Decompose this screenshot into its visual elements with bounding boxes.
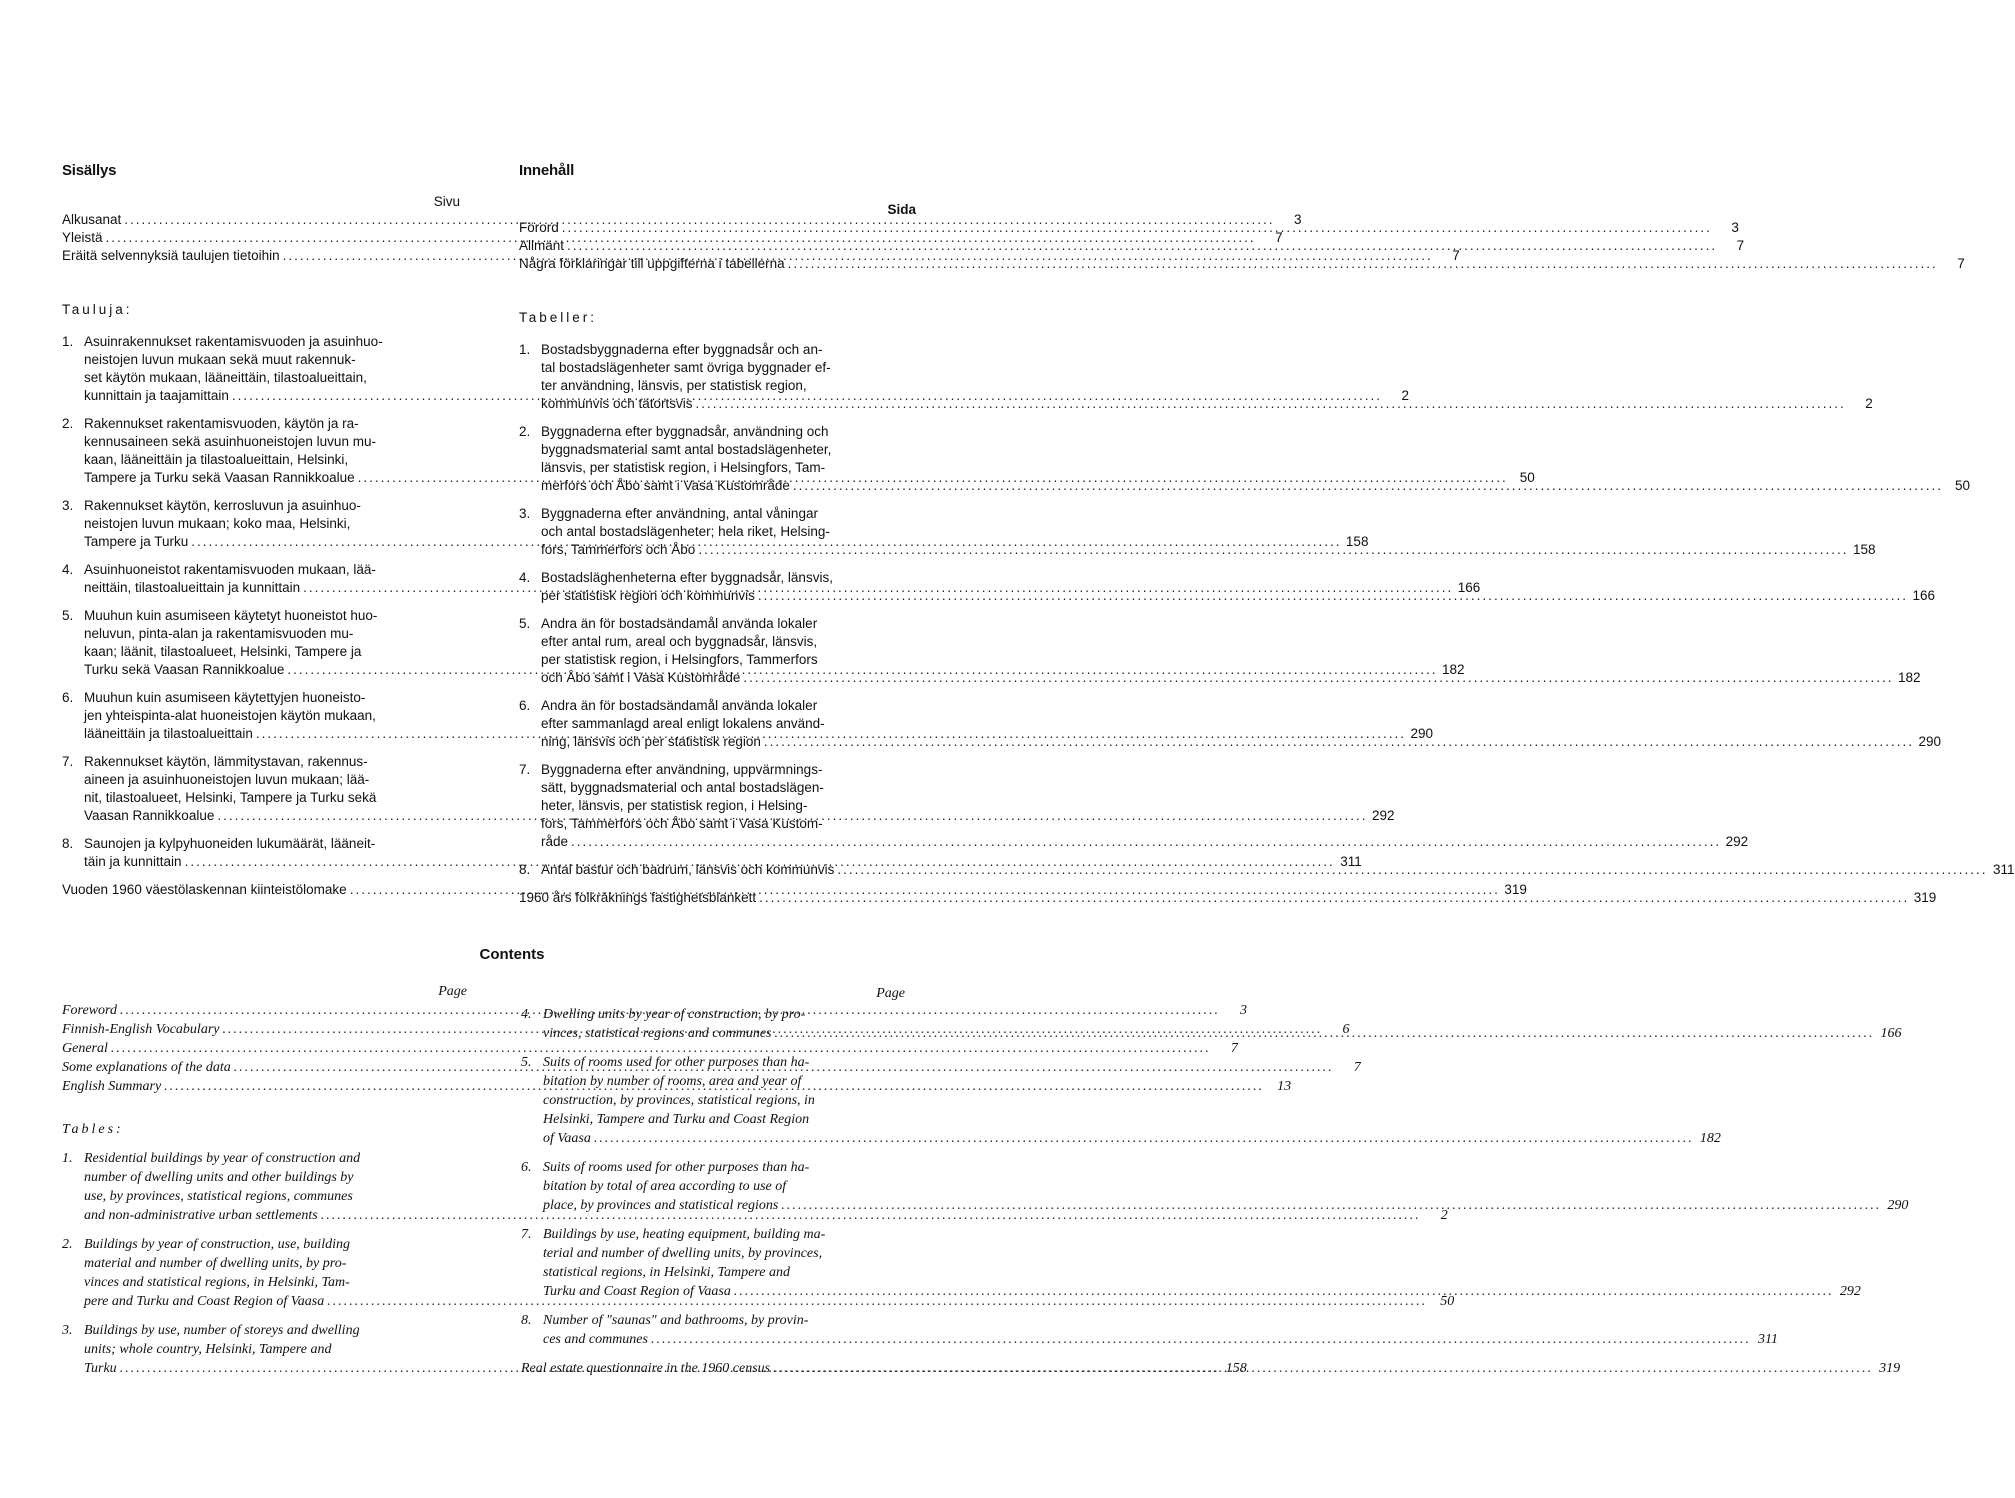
en-table-line: number of dwelling units and other buildings by bbox=[84, 1170, 354, 1185]
en-entry-page: 3 bbox=[1239, 1003, 1247, 1018]
fi-final-label: Vuoden 1960 väestölaskennan kiinteistölomake bbox=[62, 882, 347, 897]
fi-table-page: 311 bbox=[1340, 854, 1362, 869]
fi-table-line: lääneittäin ja tilastoalueittain bbox=[84, 726, 253, 741]
en-table-entry bbox=[521, 1005, 1902, 1043]
sv-table-text bbox=[541, 761, 1748, 851]
en-table-line: bitation by total of area according to use of bbox=[543, 1179, 787, 1194]
sv-entry-page: 7 bbox=[1957, 256, 1965, 271]
sv-entry-label: Några förklaringar till uppgifterna i tabellerna bbox=[519, 256, 785, 271]
en-table-last-line bbox=[543, 1024, 1902, 1043]
dot-leader bbox=[594, 1129, 1694, 1148]
fi-table-line: nit, tilastoalueet, Helsinki, Tampere ja Turku sekä bbox=[84, 790, 377, 805]
fi-table-line: kaan; läänit, tilastoalueet, Helsinki, Tampere ja bbox=[84, 644, 362, 659]
sv-table-last-line bbox=[541, 477, 1970, 495]
en-table-line: vinces, statistical regions and communes bbox=[543, 1026, 772, 1041]
dot-leader bbox=[788, 255, 1938, 273]
swedish-toc bbox=[519, 162, 2015, 907]
sv-table-line: efter antal rum, areal och byggnadsår, länsvis, bbox=[541, 634, 818, 649]
en-entry bbox=[62, 1039, 1238, 1058]
fi-table-number: 8. bbox=[62, 836, 74, 851]
sv-table-page: 182 bbox=[1897, 670, 1921, 685]
en-table-last-line bbox=[543, 1196, 1908, 1215]
fi-table-number: 6. bbox=[62, 690, 74, 705]
finnish-page-label: Sivu bbox=[433, 194, 460, 209]
fi-table-number: 4. bbox=[62, 562, 74, 577]
dot-leader bbox=[764, 733, 1914, 751]
fi-table-line: Rakennukset käytön, kerrosluvun ja asuinhuo- bbox=[84, 498, 361, 513]
fi-table-number: 3. bbox=[62, 498, 74, 513]
sv-table-text bbox=[541, 697, 1941, 751]
dot-leader bbox=[759, 889, 1909, 907]
en-table-line: material and number of dwelling units, by pro- bbox=[84, 1256, 347, 1271]
swedish-entries bbox=[519, 219, 1965, 273]
fi-final-page: 319 bbox=[1504, 882, 1527, 897]
sv-table-line: per statistisk region och kommunvis bbox=[541, 588, 755, 603]
en-table-line: units; whole country, Helsinki, Tampere and bbox=[84, 1342, 332, 1357]
english-title: Contents bbox=[479, 946, 545, 963]
en-final-page: 319 bbox=[1879, 1361, 1901, 1376]
fi-table-line: neittäin, tilastoalueittain ja kunnittain bbox=[84, 580, 301, 595]
fi-table-line: Turku sekä Vaasan Rannikkoalue bbox=[84, 662, 285, 677]
sv-table-entry bbox=[519, 423, 1971, 495]
fi-table-line: Muuhun kuin asumiseen käytettyjen huoneisto- bbox=[84, 690, 366, 705]
sv-table-line: per statistisk region, i Helsingfors, Tammerfors bbox=[541, 652, 818, 667]
sv-table-number: 2. bbox=[519, 424, 531, 439]
sv-table-entry bbox=[519, 341, 1873, 413]
en-table-line: Buildings by use, number of storeys and dwelling bbox=[84, 1323, 360, 1338]
en-table-text bbox=[543, 1225, 1861, 1301]
sv-entry bbox=[519, 219, 1739, 237]
fi-entry-page: 7 bbox=[1452, 248, 1460, 263]
dot-leader bbox=[651, 1330, 1751, 1349]
en-table-number: 3. bbox=[62, 1323, 73, 1338]
en-table-line: terial and number of dwelling units, by provinces, bbox=[543, 1246, 823, 1261]
dot-leader bbox=[698, 541, 1848, 559]
en-table-page: 290 bbox=[1887, 1198, 1909, 1213]
fi-table-line: Tampere ja Turku bbox=[84, 534, 189, 549]
sv-table-line: Antal bastur och badrum, länsvis och kommunvis bbox=[541, 862, 835, 877]
sv-table-line: Andra än för bostadsändamål använda lokaler bbox=[541, 698, 818, 713]
sv-table-text bbox=[541, 341, 1873, 413]
en-final-label: Real estate questionnaire in the 1960 census bbox=[521, 1361, 771, 1376]
en-entry-label: English Summary bbox=[62, 1079, 162, 1094]
fi-table-page: 2 bbox=[1401, 388, 1409, 403]
dot-leader bbox=[696, 395, 1846, 413]
sv-table-last-line bbox=[541, 833, 1748, 851]
en-entry-label: Some explanations of the data bbox=[62, 1060, 231, 1075]
dot-leader bbox=[775, 1024, 1875, 1043]
sv-table-line: råde bbox=[541, 834, 569, 849]
sv-table-last-line bbox=[541, 733, 1941, 751]
sv-entry-label: Allmänt bbox=[519, 238, 565, 253]
sv-table-text bbox=[541, 423, 1970, 495]
en-table-page: 158 bbox=[1225, 1361, 1247, 1376]
fi-table-line: aineen ja asuinhuoneistojen luvun mukaan; lää- bbox=[84, 772, 370, 787]
en-entry-label: Foreword bbox=[62, 1003, 117, 1018]
sv-table-page: 292 bbox=[1725, 834, 1749, 849]
en-table-number: 6. bbox=[521, 1160, 532, 1175]
swedish-page-label: Sida bbox=[887, 202, 916, 217]
en-table-text bbox=[543, 1005, 1902, 1043]
sv-table-last-line bbox=[541, 587, 1935, 605]
sv-entry bbox=[519, 255, 1965, 273]
fi-entry-page: 3 bbox=[1293, 212, 1302, 227]
en-table-page: 2 bbox=[1440, 1208, 1448, 1223]
sv-table-number: 5. bbox=[519, 616, 531, 631]
dot-leader bbox=[793, 477, 1943, 495]
en-table-number: 1. bbox=[62, 1151, 73, 1166]
dot-leader bbox=[758, 587, 1908, 605]
sv-table-page: 311 bbox=[1993, 862, 2015, 877]
en-table-line: Dwelling units by year of construction, by pro- bbox=[543, 1007, 806, 1022]
en-table-number: 5. bbox=[521, 1055, 532, 1070]
en-table-page: 182 bbox=[1699, 1131, 1721, 1146]
en-table-page: 311 bbox=[1758, 1332, 1778, 1347]
en-table-number: 4. bbox=[521, 1007, 532, 1022]
fi-table-line: neistojen luvun mukaan sekä muut rakennuk- bbox=[84, 352, 356, 367]
sv-entry-page: 7 bbox=[1736, 238, 1745, 253]
sv-table-line: tal bostadslägenheter samt övriga byggnader ef- bbox=[541, 360, 831, 375]
sv-table-line: sätt, byggnadsmaterial och antal bostadslägen- bbox=[541, 780, 824, 795]
sv-final-label: 1960 års folkräknings fastighetsblankett bbox=[519, 890, 757, 905]
en-table-text bbox=[543, 1158, 1908, 1215]
sv-final-page: 319 bbox=[1913, 890, 1937, 905]
en-table-page: 166 bbox=[1880, 1026, 1902, 1041]
fi-entry-label: Alkusanat bbox=[62, 212, 122, 227]
en-table-entry bbox=[521, 1311, 1778, 1349]
fi-table-line: kaan, lääneittäin ja tilastoalueittain, Helsinki, bbox=[84, 452, 349, 467]
sv-table-line: fors, Tammerfors och Åbo bbox=[541, 542, 696, 557]
dot-leader bbox=[743, 669, 1893, 687]
fi-table-number: 5. bbox=[62, 608, 74, 623]
sv-table-last-line bbox=[541, 541, 1875, 559]
en-table-line: pere and Turku and Coast Region of Vaasa bbox=[84, 1294, 325, 1309]
fi-table-page: 292 bbox=[1371, 808, 1395, 823]
fi-table-line: Rakennukset rakentamisvuoden, käytön ja ra- bbox=[84, 416, 359, 431]
sv-table-page: 158 bbox=[1852, 542, 1876, 557]
sv-table-line: ter användning, länsvis, per statistisk region, bbox=[541, 378, 807, 393]
dot-leader bbox=[571, 833, 1721, 851]
en-table-line: Turku and Coast Region of Vaasa bbox=[543, 1284, 731, 1299]
sv-table-line: efter sammanlagd areal enligt lokalens använd- bbox=[541, 716, 825, 731]
en-table-last-line bbox=[543, 1129, 1721, 1148]
sv-table-number: 6. bbox=[519, 698, 531, 713]
en-entry-page: 6 bbox=[1342, 1022, 1350, 1037]
sv-table-line: byggnadsmaterial samt antal bostadslägenheter, bbox=[541, 442, 832, 457]
fi-table-line: neluvun, pinta-alan ja rakentamisvuoden mu- bbox=[84, 626, 354, 641]
en-table-line: and non-administrative urban settlements bbox=[84, 1208, 318, 1223]
fi-table-number: 1. bbox=[62, 334, 74, 349]
fi-table-line: Vaasan Rannikkoalue bbox=[84, 808, 215, 823]
sv-table-line: och Åbo samt i Vasa Kustområde bbox=[541, 670, 741, 685]
en-table-page: 292 bbox=[1839, 1284, 1861, 1299]
sv-table-entry bbox=[519, 861, 2015, 879]
sv-entry-label: Förord bbox=[519, 220, 559, 235]
fi-entry-label: Eräitä selvennyksiä taulujen tietoihin bbox=[62, 248, 280, 263]
en-table-line: Buildings by use, heating equipment, building ma- bbox=[543, 1227, 826, 1242]
en-table-line: Helsinki, Tampere and Turku and Coast Region bbox=[543, 1112, 810, 1127]
en-table-line: Buildings by year of construction, use, building bbox=[84, 1237, 350, 1252]
dot-leader bbox=[837, 861, 1987, 879]
en-table-line: use, by provinces, statistical regions, communes bbox=[84, 1189, 353, 1204]
en-table-entry bbox=[521, 1158, 1909, 1215]
fi-table-line: Asuinhuoneistot rakentamisvuoden mukaan, lää- bbox=[84, 562, 376, 577]
fi-table-line: Muuhun kuin asumiseen käytetyt huoneistot huo- bbox=[84, 608, 378, 623]
en-entry-label: General bbox=[62, 1041, 108, 1056]
sv-table-line: Andra än för bostadsändamål använda lokaler bbox=[541, 616, 818, 631]
fi-table-line: jen yhteispinta-alat huoneistojen käytön mukaan, bbox=[84, 708, 376, 723]
english-tables-heading: Tables: bbox=[62, 1122, 124, 1137]
en-table-page: 50 bbox=[1440, 1294, 1455, 1309]
sv-table-line: länsvis, per statistisk region, i Helsingfors, Tam- bbox=[541, 460, 826, 475]
english-page-label-right: Page bbox=[876, 986, 905, 1001]
fi-table-line: Asuinrakennukset rakentamisvuoden ja asuinhuo- bbox=[84, 334, 383, 349]
sv-table-line: och antal bostadslägenheter; hela riket, Helsing- bbox=[541, 524, 830, 539]
fi-table-line: Rakennukset käytön, lämmitystavan, rakennus- bbox=[84, 754, 368, 769]
en-table-line: of Vaasa bbox=[543, 1131, 591, 1146]
fi-table-number: 2. bbox=[62, 416, 74, 431]
en-table-number: 7. bbox=[521, 1227, 532, 1242]
sv-table-page: 2 bbox=[1865, 396, 1873, 411]
fi-table-line: set käytön mukaan, lääneittäin, tilastoalueittain, bbox=[84, 370, 367, 385]
swedish-tables-heading: Tabeller: bbox=[519, 310, 598, 325]
fi-table-page: 50 bbox=[1519, 470, 1535, 485]
finnish-tables-heading: Tauluja: bbox=[62, 302, 133, 317]
sv-table-line: Byggnaderna efter användning, uppvärmnings- bbox=[541, 762, 823, 777]
swedish-tables-list bbox=[519, 341, 2015, 879]
en-table-text bbox=[543, 1311, 1778, 1349]
fi-table-number: 7. bbox=[62, 754, 74, 769]
sv-table-line: Byggnaderna efter användning, antal våningar bbox=[541, 506, 818, 521]
fi-table-line: kennusaineen sekä asuinhuoneistojen luvun mu- bbox=[84, 434, 376, 449]
en-table-number: 2. bbox=[62, 1237, 73, 1252]
dot-leader bbox=[567, 237, 1717, 255]
en-table-line: statistical regions, in Helsinki, Tampere and bbox=[543, 1265, 790, 1280]
fi-entry-page: 7 bbox=[1275, 230, 1283, 245]
sv-table-last-line bbox=[541, 861, 2015, 879]
sv-table-line: heter, länsvis, per statistisk region, i Helsing- bbox=[541, 798, 808, 813]
fi-table-page: 182 bbox=[1442, 662, 1465, 677]
fi-table-line: kunnittain ja taajamittain bbox=[84, 388, 229, 403]
en-table-line: Suits of rooms used for other purposes than ha- bbox=[543, 1055, 810, 1070]
sv-table-number: 3. bbox=[519, 506, 531, 521]
sv-table-text bbox=[541, 861, 2015, 879]
sv-table-line: Bostadsläghenheterna efter byggnadsår, länsvis, bbox=[541, 570, 833, 585]
sv-table-page: 290 bbox=[1918, 734, 1942, 749]
fi-table-page: 158 bbox=[1345, 534, 1369, 549]
sv-table-last-line bbox=[541, 669, 1921, 687]
swedish-title: Innehåll bbox=[519, 162, 575, 179]
en-table-line: Residential buildings by year of construction and bbox=[84, 1151, 361, 1166]
sv-table-entry bbox=[519, 615, 1921, 687]
sv-table-entry bbox=[519, 697, 1942, 751]
en-table-line: place, by provinces and statistical regions bbox=[543, 1198, 779, 1213]
sv-entry-page: 3 bbox=[1731, 220, 1739, 235]
sv-table-line: kommunvis och tätortsvis bbox=[541, 396, 693, 411]
en-table-entry bbox=[62, 1235, 1455, 1311]
sv-table-line: merfors och Åbo samt i Vasa Kustområde bbox=[541, 478, 790, 493]
en-entry-page: 7 bbox=[1230, 1041, 1238, 1056]
en-entry-page: 7 bbox=[1353, 1060, 1361, 1075]
en-table-last-line bbox=[543, 1330, 1778, 1349]
sv-table-page: 50 bbox=[1954, 478, 1971, 493]
sv-table-number: 1. bbox=[519, 342, 531, 357]
sv-table-page: 166 bbox=[1912, 588, 1935, 603]
sv-table-entry bbox=[519, 761, 1749, 851]
en-table-line: Number of "saunas" and bathrooms, by provin- bbox=[543, 1313, 809, 1328]
fi-table-line: Saunojen ja kylpyhuoneiden lukumäärät, lääneit- bbox=[84, 836, 376, 851]
en-entry-label: Finnish-English Vocabulary bbox=[62, 1022, 220, 1037]
sv-table-text bbox=[541, 569, 1935, 605]
en-table-line: bitation by number of rooms, area and year of bbox=[543, 1074, 802, 1089]
sv-table-line: Bostadsbyggnaderna efter byggnadsår och an- bbox=[541, 342, 823, 357]
en-entry-page: 13 bbox=[1277, 1079, 1292, 1094]
en-table-number: 8. bbox=[521, 1313, 532, 1328]
en-table-line: vinces and statistical regions, in Helsinki, Tam- bbox=[84, 1275, 350, 1290]
dot-leader bbox=[562, 219, 1712, 237]
sv-table-number: 7. bbox=[519, 762, 531, 777]
fi-table-line: täin ja kunnittain bbox=[84, 854, 182, 869]
sv-table-entry bbox=[519, 569, 1935, 605]
fi-entry-label: Yleistä bbox=[62, 230, 103, 245]
sv-table-entry bbox=[519, 505, 1876, 559]
fi-table-line: Tampere ja Turku sekä Vaasan Rannikkoalue bbox=[84, 470, 355, 485]
fi-table-page: 166 bbox=[1457, 580, 1481, 595]
sv-table-text bbox=[541, 615, 1921, 687]
sv-table-number: 8. bbox=[519, 862, 531, 877]
finnish-title: Sisällys bbox=[62, 162, 117, 179]
dot-leader bbox=[734, 1282, 1834, 1301]
dot-leader bbox=[773, 1359, 1873, 1378]
sv-table-text bbox=[541, 505, 1875, 559]
sv-table-last-line bbox=[541, 395, 1873, 413]
dot-leader bbox=[781, 1196, 1881, 1215]
en-table-line: construction, by provinces, statistical regions, in bbox=[543, 1093, 815, 1108]
english-page-label: Page bbox=[438, 984, 467, 999]
fi-table-page: 290 bbox=[1410, 726, 1434, 741]
en-table-line: Suits of rooms used for other purposes than ha- bbox=[543, 1160, 810, 1175]
en-table-entry bbox=[521, 1225, 1861, 1301]
sv-table-line: ning, länsvis och per statistisk region bbox=[541, 734, 761, 749]
fi-table-line: neistojen luvun mukaan; koko maa, Helsinki, bbox=[84, 516, 351, 531]
sv-table-line: Byggnaderna efter byggnadsår, användning och bbox=[541, 424, 829, 439]
en-table-last-line bbox=[543, 1282, 1861, 1301]
sv-final bbox=[519, 889, 1937, 907]
en-table-text bbox=[543, 1053, 1721, 1148]
en-table-line: ces and communes bbox=[543, 1332, 648, 1347]
en-table-line: Turku bbox=[84, 1361, 117, 1376]
sv-table-number: 4. bbox=[519, 570, 531, 585]
swedish-final-entry bbox=[519, 889, 1937, 907]
sv-table-line: fors, Tammerfors och Åbo samt i Vasa Kustom- bbox=[541, 816, 823, 831]
sv-entry bbox=[519, 237, 1745, 255]
